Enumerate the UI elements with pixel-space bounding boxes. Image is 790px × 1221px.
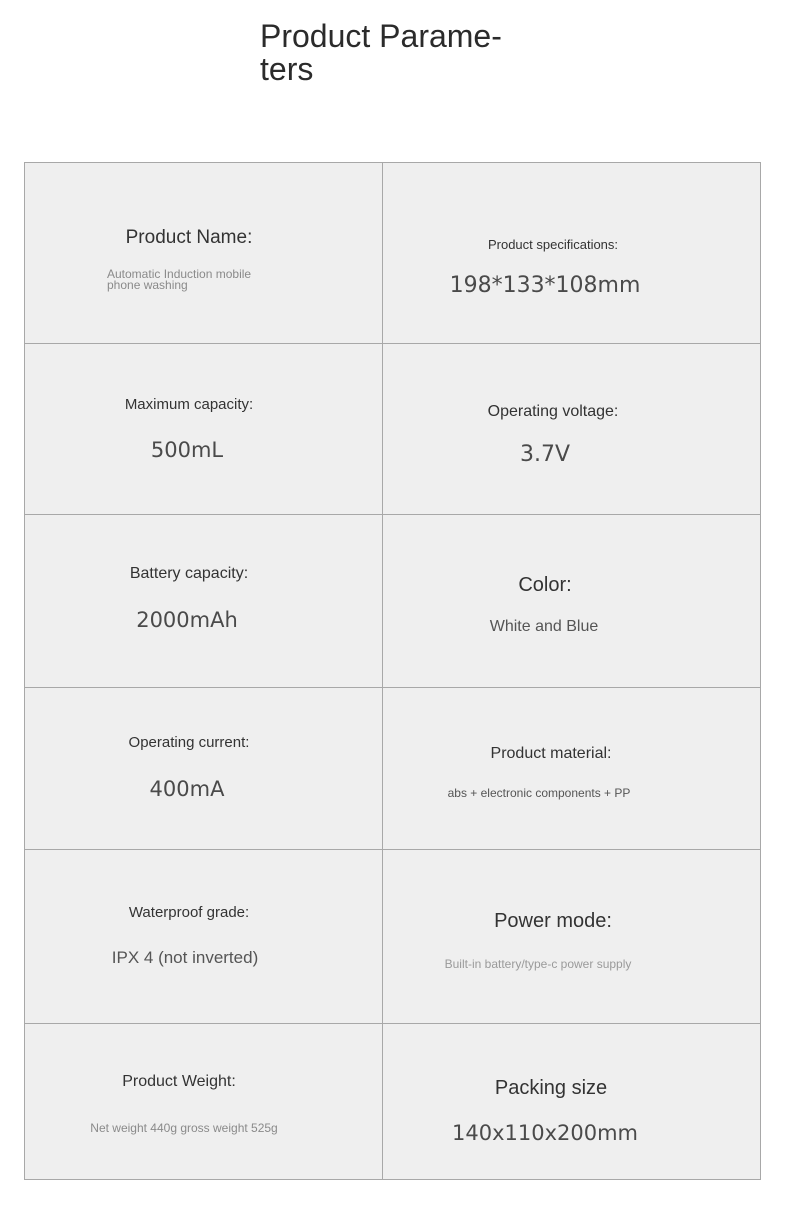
table-cell-operating-voltage (383, 344, 760, 514)
table-cell-product-weight (25, 1024, 382, 1179)
table-cell-maximum-capacity (25, 344, 382, 514)
table-cell-color (383, 515, 760, 687)
table-cell-product-name (25, 163, 382, 343)
cell-value: 3.7V (519, 442, 571, 467)
cell-label: Packing size (494, 1077, 608, 1099)
cell-value: 140x110x200mm (451, 1121, 639, 1145)
table-cell-product-specifications (383, 163, 760, 343)
table-cell-packing-size (383, 1024, 760, 1179)
cell-label: Operating voltage: (487, 403, 619, 420)
table-cell-battery-capacity (25, 515, 382, 687)
cell-value: Automatic Induction mobile phone washing (107, 267, 252, 292)
table-cell-power-mode (383, 850, 760, 1023)
cell-value: 400mA (149, 777, 225, 801)
cell-value: abs + electronic components + PP (447, 786, 631, 800)
cell-value: Net weight 440g gross weight 525g (90, 1121, 278, 1135)
cell-label: Power mode: (494, 910, 612, 932)
table-cell-product-material (383, 688, 760, 849)
table-cell-waterproof-grade (25, 850, 382, 1023)
cell-label: Product Weight: (122, 1073, 236, 1090)
cell-value: White and Blue (489, 618, 599, 635)
cell-label: Waterproof grade: (128, 904, 250, 921)
cell-label: Battery capacity: (129, 565, 249, 582)
cell-value: Built-in battery/type-c power supply (444, 957, 632, 971)
cell-value: 198*133*108mm (449, 273, 641, 298)
cell-label: Maximum capacity: (124, 396, 254, 413)
cell-value: 500mL (150, 438, 224, 462)
cell-value: IPX 4 (not inverted) (111, 948, 259, 967)
parameters-table (24, 162, 761, 1180)
cell-label: Operating current: (128, 734, 250, 751)
cell-value: 2000mAh (136, 608, 238, 632)
cell-label: Product material: (490, 745, 612, 762)
table-cell-operating-current (25, 688, 382, 849)
cell-label: Product specifications: (487, 237, 619, 252)
cell-label: Product Name: (125, 227, 253, 248)
cell-label: Color: (518, 574, 572, 596)
page-title: Product Parame- ters (260, 18, 502, 87)
